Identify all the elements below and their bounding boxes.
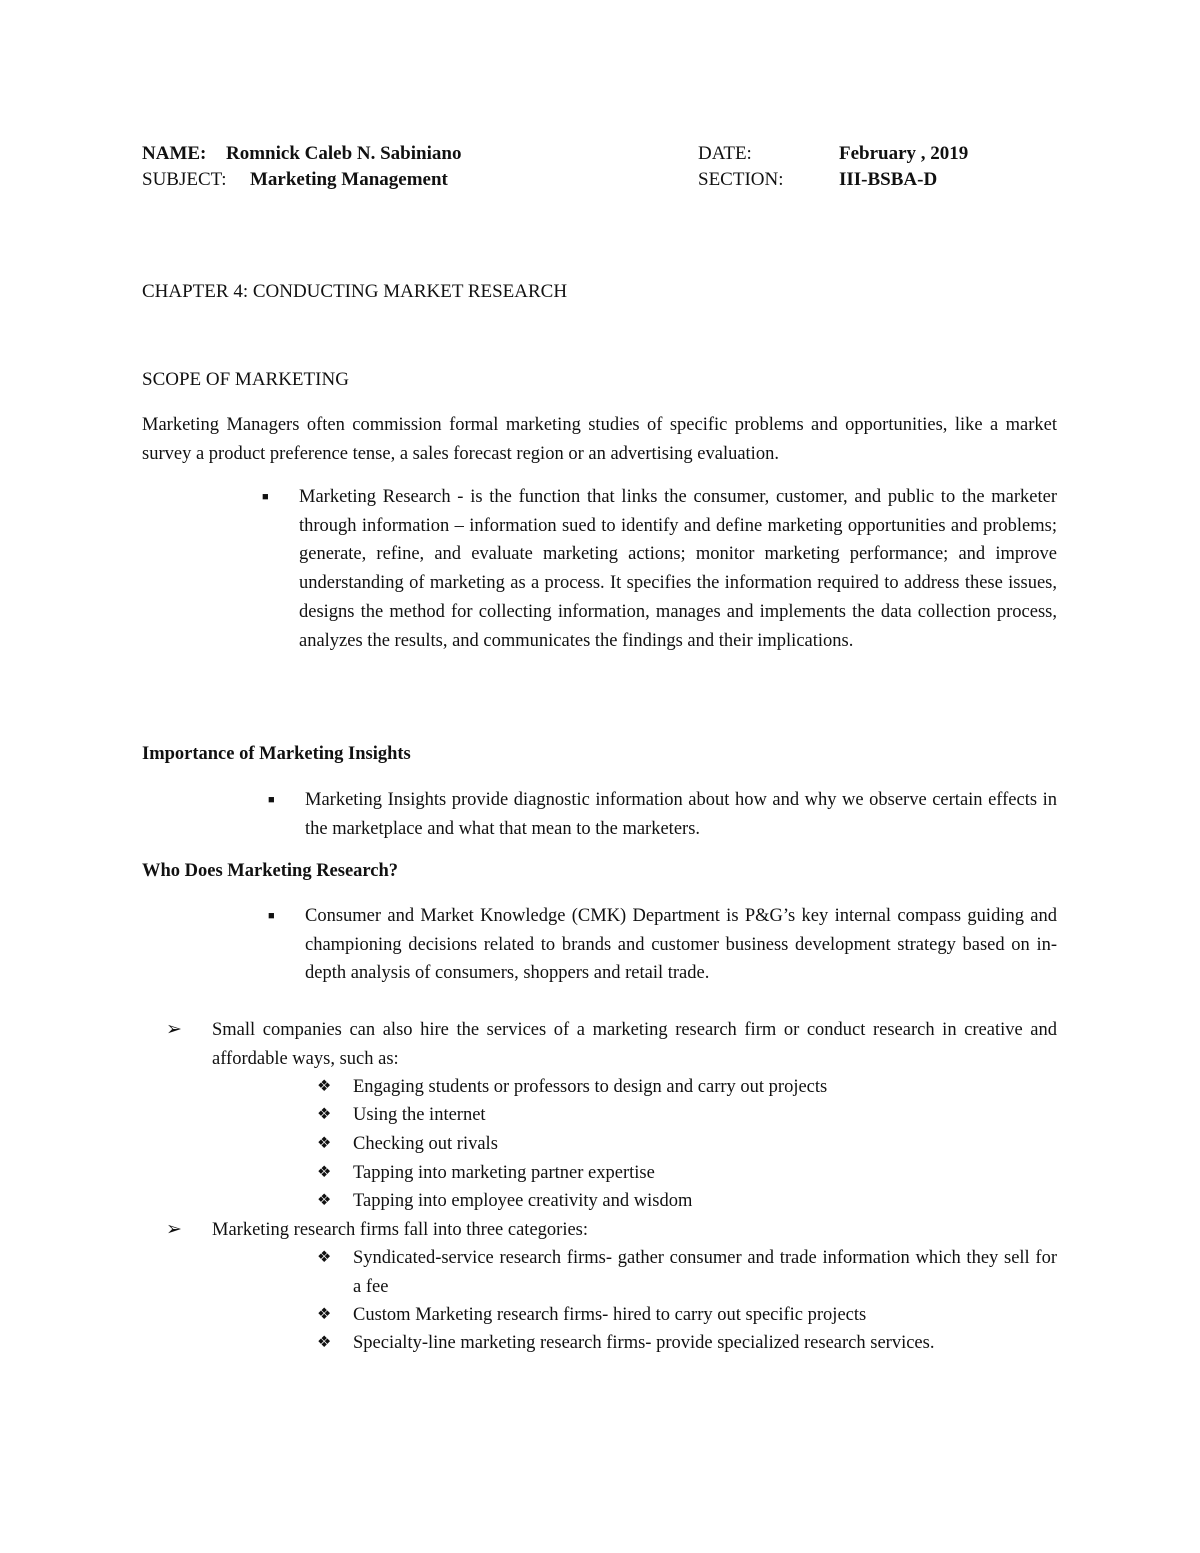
section-label: SECTION: [698, 169, 784, 190]
firm-type-item: Syndicated-service research firms- gather consumer and trade information which they sell for a fee [353, 1248, 1057, 1297]
date-label: DATE: [698, 143, 752, 164]
firm-type-item: Custom Marketing research firms- hired to carry out specific projects [353, 1305, 867, 1325]
insights-bullet: Marketing Insights provide diagnostic information about how and why we observe certain effects in the marketplace and what that mean to the marketers. [305, 790, 1057, 839]
date-value: February , 2019 [839, 143, 969, 164]
way-item: Using the internet [353, 1105, 486, 1125]
four-diamond-bullet-icon: ❖ [317, 1106, 332, 1123]
section-value: III-BSBA-D [839, 169, 938, 190]
insights-heading: Importance of Marketing Insights [142, 744, 411, 764]
name-label: NAME: [142, 143, 207, 164]
marketing-research-bullet: Marketing Research - is the function that links the consumer, customer, and public to the marketer through information – information sued to identify and define marketing opportunities and problems; generate, refine, and evaluate marketing actions; monitor marketing performance; and improve understanding of marketing as a process. It specifies the information required to address these issues, designs the method for collecting information, manages and implements the data collection process, analyzes the results, and communicates the findings and their implications. [299, 487, 1057, 651]
square-bullet-icon: ■ [268, 910, 275, 922]
who-heading: Who Does Marketing Research? [142, 861, 399, 881]
way-item: Checking out rivals [353, 1134, 498, 1154]
cmk-bullet: Consumer and Market Knowledge (CMK) Department is P&G’s key internal compass guiding and championing decisions related to brands and customer business development strategy based on in-depth analysis of consumers, shoppers and retail trade. [305, 906, 1057, 984]
subject-label: SUBJECT: [142, 169, 227, 190]
arrowhead-bullet-icon: ➢ [166, 1219, 182, 1240]
four-diamond-bullet-icon: ❖ [317, 1135, 332, 1152]
way-item: Tapping into employee creativity and wisdom [353, 1191, 693, 1211]
scope-intro-paragraph: Marketing Managers often commission formal marketing studies of specific problems and opportunities, like a market survey a product preference tense, a sales forecast region or an advertising evaluation. [142, 415, 1057, 464]
firm-type-item: Specialty-line marketing research firms- provide specialized research services. [353, 1333, 935, 1353]
four-diamond-bullet-icon: ❖ [317, 1249, 332, 1266]
four-diamond-bullet-icon: ❖ [317, 1192, 332, 1209]
scope-heading: SCOPE OF MARKETING [142, 369, 349, 390]
subject-value: Marketing Management [250, 169, 448, 190]
way-item: Tapping into marketing partner expertise [353, 1163, 655, 1183]
way-item: Engaging students or professors to design and carry out projects [353, 1077, 828, 1097]
chapter-title: CHAPTER 4: CONDUCTING MARKET RESEARCH [142, 281, 568, 302]
square-bullet-icon: ■ [268, 794, 275, 806]
four-diamond-bullet-icon: ❖ [317, 1164, 332, 1181]
arrowhead-bullet-icon: ➢ [166, 1019, 182, 1040]
name-value: Romnick Caleb N. Sabiniano [226, 143, 462, 164]
four-diamond-bullet-icon: ❖ [317, 1334, 332, 1351]
four-diamond-bullet-icon: ❖ [317, 1078, 332, 1095]
firms-intro-item: Marketing research firms fall into three categories: [212, 1220, 589, 1240]
small-companies-item: Small companies can also hire the services of a marketing research firm or conduct research in creative and affordable ways, such as: [212, 1020, 1057, 1069]
square-bullet-icon: ■ [262, 491, 269, 503]
four-diamond-bullet-icon: ❖ [317, 1306, 332, 1323]
